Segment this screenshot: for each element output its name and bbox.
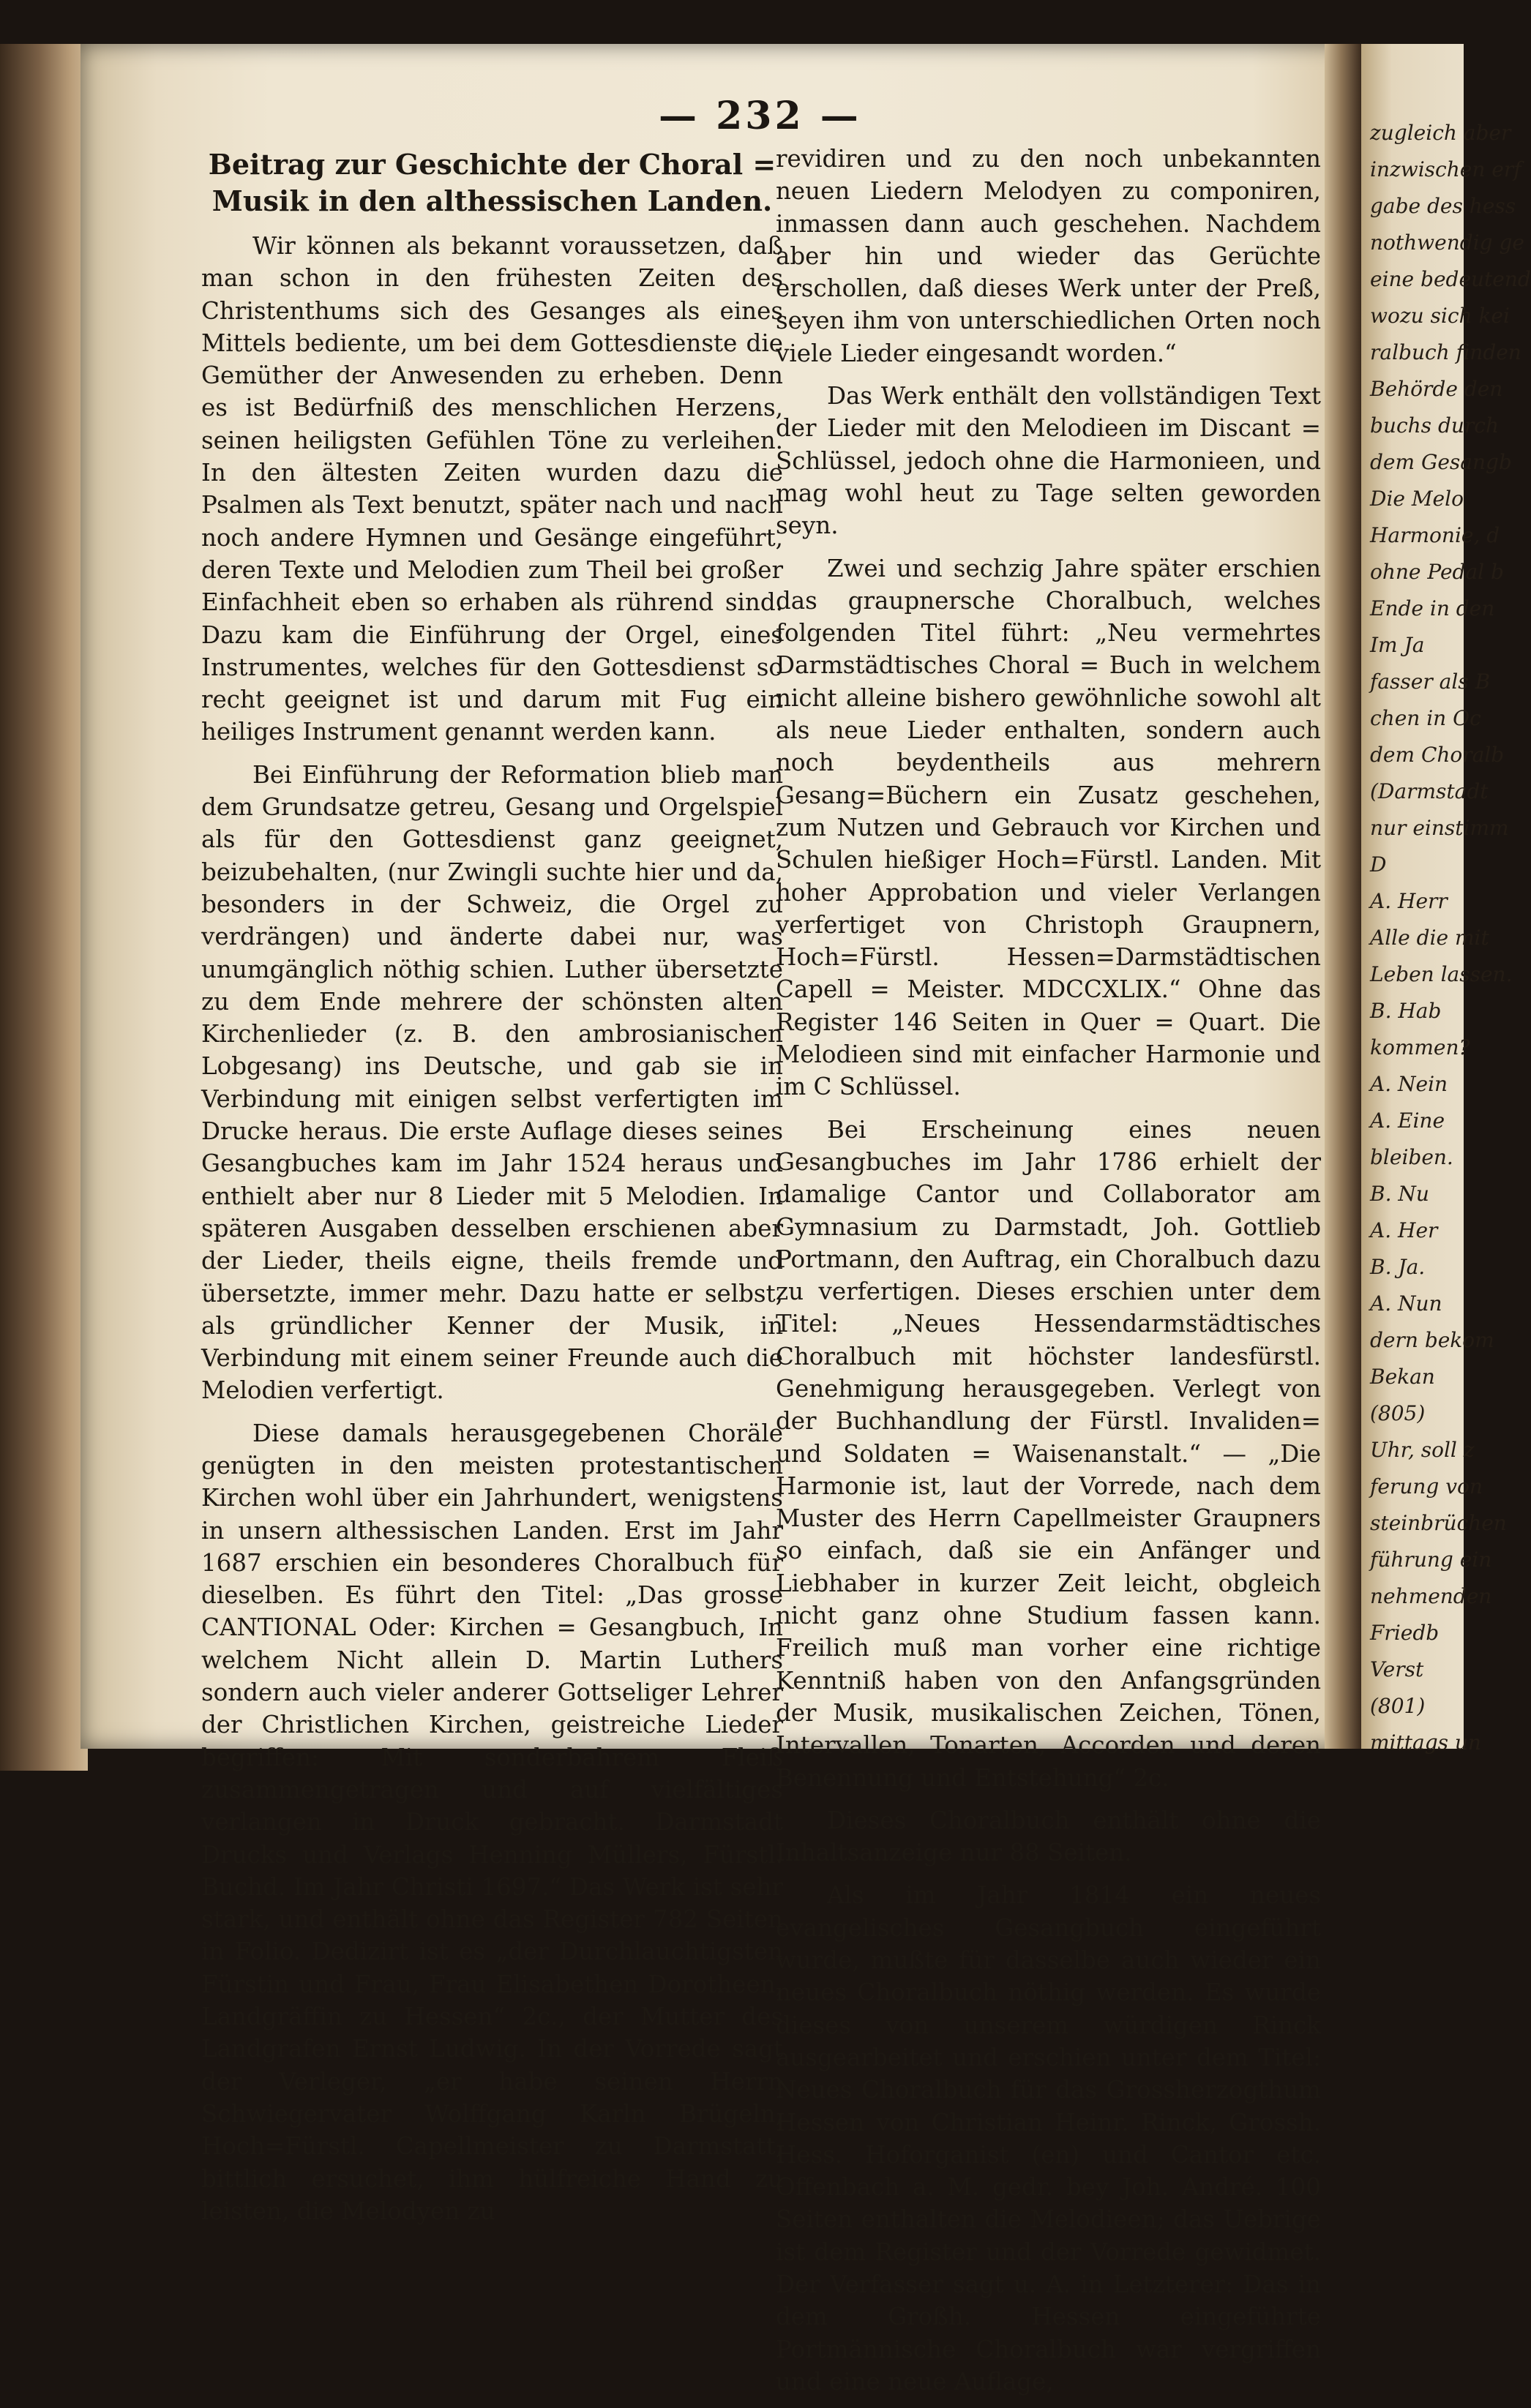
facing-page-line: ohne Pedal b <box>1370 560 1504 584</box>
facing-page-line: nothwendig ge <box>1370 230 1524 255</box>
facing-page-line: steinbrüchen <box>1370 1511 1507 1535</box>
facing-page-line: dern bekom <box>1370 1328 1494 1352</box>
facing-page-line: A. Eine <box>1370 1109 1445 1133</box>
facing-page-line: inzwischen erf <box>1370 157 1521 181</box>
facing-page-line: Harmonie, d <box>1370 523 1500 547</box>
paragraph: Als im Jahr 1814 ein neues evangelisches Gesangbuch eingeführt wurde, mußte für dasselbe auch wieder ein neues Choralbuch nöthig werden. Es wurde dieses von unserem würdigen Rinck ausgearbeitet und erschien unter dem Titel: Neues Choralbuch für das Grossherzogthum Hessen von Christian Heinr. Rinck, Grossh. Hess. Hoforganist (en) und Cantor etc. Offenbach a. M. gedr. bey Joh. André. 100 Seiten enthalten die Melodieen; das Uebrige ist dem Register und der Vorrede gewidmet. Der Verfasser sagt u. A. in Letzterer: Das in dem Großh. Hessen eingeführte Portmännische Choralbuch war vergriffen und eine neue Auflage, <box>776 1881 1321 2396</box>
facing-page-line: mittags un <box>1370 1730 1481 1755</box>
facing-page-line: A. Nun <box>1370 1291 1442 1316</box>
facing-page-line: Behörde den <box>1370 377 1503 401</box>
paragraph: revidiren und zu den noch unbekannten neuen Liedern Melodyen zu componiren, inmassen dann auch geschehen. Nachdem aber hin und wieder das Gerüchte erschollen, daß dieses Werk unter der Preß, seyen ihm von unterschiedlichen Orten noch viele Lieder eingesandt worden.“ <box>776 145 1321 367</box>
facing-page-line: dem Choralb <box>1370 743 1505 767</box>
facing-page-line: buchs durch <box>1370 413 1499 438</box>
facing-page-line: führung ein <box>1370 1548 1492 1572</box>
facing-page-line: Bekan <box>1370 1365 1435 1389</box>
facing-page-line: Im Ja <box>1370 633 1425 657</box>
facing-page-line: wozu sich kei <box>1370 304 1510 328</box>
facing-page-line: (801) <box>1370 1694 1426 1718</box>
facing-page-line: (Darmstadt <box>1370 779 1489 803</box>
left-column <box>201 146 783 2238</box>
facing-page-line: ralbuch finden <box>1370 340 1521 364</box>
facing-page-line: gabe des hess <box>1370 194 1516 218</box>
book-gutter <box>1325 44 1361 1749</box>
facing-page-line: Ende in den <box>1370 596 1495 620</box>
paragraph: Bei Einführung der Reformation blieb man dem Grundsatze getreu, Gesang und Orgelspiel als für den Gottesdienst ganz geeignet, beizubehalten, (nur Zwingli suchte hier und da, besonders in der Schweiz, die Orgel zu verdrängen) und änderte dabei nur, was unumgänglich nöthig schien. Luther übersetzte zu dem Ende mehrere der schönsten alten Kirchenlieder (z. B. den ambrosianischen Lobgesang) ins Deutsche, und gab sie in Verbindung mit einigen selbst verfertigten im Drucke heraus. Die erste Auflage dieses seines Gesangbuches kam im Jahr 1524 heraus und enthielt aber nur 8 Lieder mit 5 Melodien. In späteren Ausgaben desselben erschienen aber der Lieder, theils eigne, theils fremde und übersetzte, immer mehr. Dazu hatte er selbst, als gründlicher Kenner der Musik, in Verbindung mit einem seiner Freunde auch die Melodien verfertigt. <box>201 760 783 1405</box>
facing-page-line: D <box>1370 852 1387 877</box>
paragraph: Bei Erscheinung eines neuen Gesangbuches im Jahr 1786 erhielt der damalige Cantor und Collaborator am Gymnasium zu Darmstadt, Joh. Gottlieb Portmann, den Auftrag, ein Choralbuch dazu zu verfertigen. Dieses erschien unter dem Titel: „Neues Hessendarmstädtisches Choralbuch mit höchster landesfürstl. Genehmigung herausgegeben. Verlegt von der Buchhandlung der Fürstl. Invaliden= und Soldaten = Waisenanstalt.“ — „Die Harmonie ist, laut der Vorrede, nach dem Muster des Herrn Capellmeister Graupners so einfach, daß sie ein Anfänger und Liebhaber in kurzer Zeit leicht, obgleich nicht ganz ohne Studium fassen kann. Freilich muß man vorher eine richtige Kenntniß haben von den Anfangsgründen der Musik, musikalischen Zeichen, Tönen, Intervallen, Tonarten, Accorden und deren Benennung und Entstehung“ 2c. <box>776 1115 1321 1792</box>
facing-page-line: nehmenden <box>1370 1584 1492 1608</box>
facing-page-line: A. Herr <box>1370 889 1448 913</box>
facing-page-line: zugleich aber <box>1370 121 1511 145</box>
facing-page-line: B. Hab <box>1370 999 1442 1023</box>
facing-page-line: (805) <box>1370 1401 1426 1425</box>
paragraph: Wir können als bekannt voraussetzen, daß man schon in den frühesten Zeiten des Christenthums sich des Gesanges als eines Mittels bediente, um bei dem Gottesdienste die Gemüther der Anwesenden zu erheben. Denn es ist Bedürfniß des menschlichen Herzens, seinen heiligsten Gefühlen Töne zu verleihen. In den ältesten Zeiten wurden dazu die Psalmen als Text benutzt, später nach und nach noch andere Hymnen und Gesänge eingeführt, deren Texte und Melodien zum Theil bei großer Einfachheit eben so erhaben als rührend sind. Dazu kam die Einführung der Orgel, eines Instrumentes, welches für den Gottesdienst so recht geeignet ist und darum mit Fug ein heiliges Instrument genannt werden kann. <box>201 232 783 746</box>
facing-page-line: nur einstimm <box>1370 816 1509 840</box>
facing-page-line: Die Melo <box>1370 487 1464 511</box>
facing-page-line: Uhr, soll z <box>1370 1438 1475 1462</box>
facing-page-line: bleiben. <box>1370 1145 1453 1169</box>
facing-page-line: eine bedeutend <box>1370 267 1531 291</box>
book-edge <box>0 44 88 1771</box>
facing-page-line: Leben lassen. <box>1370 962 1513 986</box>
paragraph: Diese damals herausgegebenen Choräle genügten in den meisten protestantischen Kirchen wohl über ein Jahrhundert, wenigstens in unsern althessischen Landen. Erst im Jahr 1687 erschien ein besonderes Choralbuch für dieselben. Es führt den Titel: „Das grosse CANTIONAL Oder: Kirchen = Gesangbuch, In welchem Nicht allein D. Martin Luthers sondern auch vieler anderer Gottseliger Lehrer der Christlichen Kirchen, geistreiche Lieder begriffen: Mit sonderbahrem Fleiß zusammengetragen und auf vielfältiges verlangen in Druck gebracht. Darmstadt Drucks und Verlags Henning Müllers, Fürstl. Buchd. Im Jahr Christi 1697.“ Das Werk ist sehr stark, und enthält ohne das Register 782 Seiten in Folio. Dedizirt ist es „der Durchlauchtigsten Fürstin und Frau, Frau Elisabethen Dorotheen, Landgräffin zu Hessen“ 2c., der Mutter des Landgrafen Ernst Ludwig. In der Vorrede sagt der Verleger, „er habe seinen Herrn Schwiegervater Wolffgang Karln Brügeln, Hoch=Fürstl. Capellmeister zu Darmstatt, bittlich ersuchet, ihm hülfreiche Hand zu leisten, die Melodyen zu <box>201 1419 783 2225</box>
facing-page-line: B. Nu <box>1370 1182 1429 1206</box>
facing-page-line: fasser als B <box>1370 669 1491 694</box>
paragraph: Das Werk enthält den vollständigen Text der Lieder mit den Melodieen im Discant = Schlüssel, jedoch ohne die Harmonieen, und mag wohl heut zu Tage selten geworden seyn. <box>776 382 1321 540</box>
facing-page-line: chen in Oc <box>1370 706 1481 730</box>
article-heading: Beitrag zur Geschichte der Choral = Musik in den althessischen Landen. <box>208 148 776 217</box>
facing-page-line: A. Her <box>1370 1218 1438 1242</box>
page-number: — 232 — <box>659 94 861 138</box>
facing-page-line: A. Nein <box>1370 1072 1448 1096</box>
facing-page-line: Friedb <box>1370 1621 1440 1645</box>
facing-page-line: kommen? <box>1370 1035 1470 1059</box>
facing-page-line: Verst <box>1370 1657 1424 1681</box>
right-column <box>776 143 1321 2408</box>
facing-page <box>1361 44 1531 1755</box>
facing-page-line: ferung von <box>1370 1474 1483 1499</box>
paragraph: Dieses Choralbuch enthält ohne die Inhaltsanzeige nur 88 Seiten. <box>776 1806 1321 1867</box>
facing-page-line: B. Ja. <box>1370 1255 1426 1279</box>
paragraph: Zwei und sechzig Jahre später erschien das graupnersche Choralbuch, welches folgenden Titel führt: „Neu vermehrtes Darmstädtisches Choral = Buch in welchem nicht alleine bishero gewöhnliche sowohl alt als neue Lieder enthalten, sondern auch noch beydentheils aus mehrern Gesang=Büchern ein Zusatz geschehen, zum Nutzen und Gebrauch vor Kirchen und Schulen hießiger Hoch=Fürstl. Landen. Mit hoher Approbation und vieler Verlangen verfertiget von Christoph Graupnern, Hoch=Fürstl. Hessen=Darmstädtischen Capell = Meister. MDCCXLIX.“ Ohne das Register 146 Seiten in Quer = Quart. Die Melodieen sind mit einfacher Harmonie und im C Schlüssel. <box>776 554 1321 1101</box>
facing-page-line: Alle die mit <box>1370 926 1489 950</box>
facing-page-line: dem Gesangb <box>1370 450 1512 474</box>
